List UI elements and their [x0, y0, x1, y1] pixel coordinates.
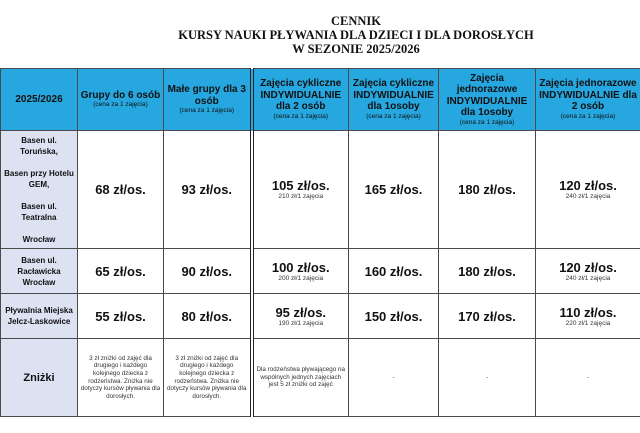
discounts-row — [1, 339, 640, 417]
price-value: 120 zł/os. — [559, 178, 617, 193]
header-label: Zajęcia cykliczne INDYWIDUALNIE dla 1osoby — [352, 78, 435, 113]
price-value: 90 zł/os. — [181, 263, 233, 279]
header-groups-3 — [164, 69, 252, 131]
table-row — [1, 131, 640, 249]
price-cell — [252, 249, 349, 294]
location-line: Basen ul. Teatralna — [21, 201, 57, 222]
header-label: Zajęcia jednorazowe INDYWIDUALNIE dla 2 osób — [539, 78, 637, 113]
price-note: 240 zł/1 zajęcia — [565, 274, 611, 282]
price-value: 110 zł/os. — [559, 304, 617, 320]
price-cell — [349, 294, 439, 339]
header-label: Małe grupy dla 3 osób — [167, 84, 246, 107]
title-line-2: KURSY NAUKI PŁYWANIA DLA DZIECI I DLA DOROSŁYCH — [178, 28, 534, 42]
price-value: 160 zł/os. — [364, 263, 423, 279]
discounts-label: Zniżki — [1, 339, 78, 417]
price-value: 170 zł/os. — [458, 308, 516, 324]
price-value: 120 zł/os. — [559, 259, 617, 275]
price-cell — [439, 249, 536, 294]
price-note: 200 zł/1 zajęcia — [278, 274, 324, 282]
discount-cell: - — [439, 339, 536, 417]
header-sublabel: (cena za 1 zajęcia) — [560, 112, 616, 120]
discount-cell: 3 zł zniżki od zajęć dla drugiego i każdego kolejnego dziecka z rodzeństwa. Zniżka nie dotyczy kursów pływania dla dorosłych. — [78, 339, 164, 417]
title-line-1: CENNIK — [330, 14, 381, 28]
price-cell — [349, 249, 439, 294]
location-cell — [1, 294, 78, 339]
price-value: 68 zł/os. — [95, 182, 146, 197]
location-line: Pływalnia Miejska Jelcz-Laskowice — [5, 306, 73, 326]
header-single-1 — [439, 69, 536, 131]
location-line: Basen ul. Racławicka Wrocław — [17, 255, 61, 287]
discount-cell: 3 zł zniżki od zajęć dla drugiego i każdego kolejnego dziecka z rodzeństwa. Zniżka nie dotyczy kursów pływania dla dorosłych. — [164, 339, 252, 417]
price-cell — [536, 249, 640, 294]
location-line: Basen przy Hotelu GEM, — [4, 168, 74, 189]
price-cell — [78, 249, 164, 294]
header-sublabel: (cena za 1 zajęcia) — [366, 112, 421, 120]
price-cell — [536, 294, 640, 339]
location-line: Wrocław — [22, 234, 56, 244]
price-value: 100 zł/os. — [271, 259, 330, 275]
price-value: 150 zł/os. — [364, 308, 423, 324]
price-cell — [439, 131, 536, 249]
price-note: 220 zł/1 zajęcia — [565, 319, 611, 327]
header-cyclic-2 — [252, 69, 349, 131]
price-note: 190 zł/1 zajęcia — [278, 319, 324, 327]
price-value: 165 zł/os. — [364, 182, 423, 197]
price-cell — [164, 131, 252, 249]
price-cell — [78, 131, 164, 249]
location-cell — [1, 249, 78, 294]
price-cell — [252, 294, 349, 339]
price-cell — [252, 131, 349, 249]
price-value: 180 zł/os. — [458, 182, 516, 197]
header-groups-6 — [78, 69, 164, 131]
discount-cell: - — [536, 339, 640, 417]
title-line-3: W SEZONIE 2025/2026 — [292, 42, 420, 56]
price-cell — [164, 294, 252, 339]
header-label: Zajęcia cykliczne INDYWIDUALNIE dla 2 osób — [260, 78, 342, 113]
header-sublabel: (cena za 1 zajęcia) — [273, 112, 329, 120]
location-line: Basen ul. Toruńska, — [20, 135, 58, 156]
price-value: 95 zł/os. — [275, 304, 327, 320]
header-sublabel: (cena za 1 zajęcia) — [93, 101, 148, 109]
price-value: 180 zł/os. — [458, 263, 516, 279]
price-value: 105 zł/os. — [271, 178, 330, 193]
discount-cell: - — [349, 339, 439, 417]
price-cell — [164, 249, 252, 294]
table-row — [1, 249, 640, 294]
price-value: 65 zł/os. — [95, 263, 146, 279]
header-row — [1, 69, 640, 131]
price-note: 240 zł/1 zajęcia — [565, 193, 611, 200]
header-label: Zajęcia jednorazowe INDYWIDUALNIE dla 1osoby — [446, 72, 528, 118]
header-cyclic-1 — [349, 69, 439, 131]
price-value: 93 zł/os. — [181, 182, 233, 197]
price-table — [0, 68, 640, 417]
price-cell — [349, 131, 439, 249]
discount-cell: Dla rodzeństwa pływającego na wspólnych jednych zajęciach jest 5 zł zniżki od zajęć — [252, 339, 349, 417]
table-row — [1, 294, 640, 339]
header-sublabel: (cena za 1 zajęcia) — [179, 107, 235, 114]
header-year: 2025/2026 — [1, 69, 78, 131]
price-note: 210 zł/1 zajęcia — [278, 193, 324, 200]
price-value: 80 zł/os. — [181, 308, 233, 324]
price-cell — [439, 294, 536, 339]
location-cell — [1, 131, 78, 249]
header-sublabel: (cena za 1 zajęcia) — [459, 118, 515, 126]
header-single-2 — [536, 69, 640, 131]
price-cell — [78, 294, 164, 339]
header-label: Grupy do 6 osób — [80, 89, 161, 101]
price-cell — [536, 131, 640, 249]
price-value: 55 zł/os. — [95, 308, 146, 324]
